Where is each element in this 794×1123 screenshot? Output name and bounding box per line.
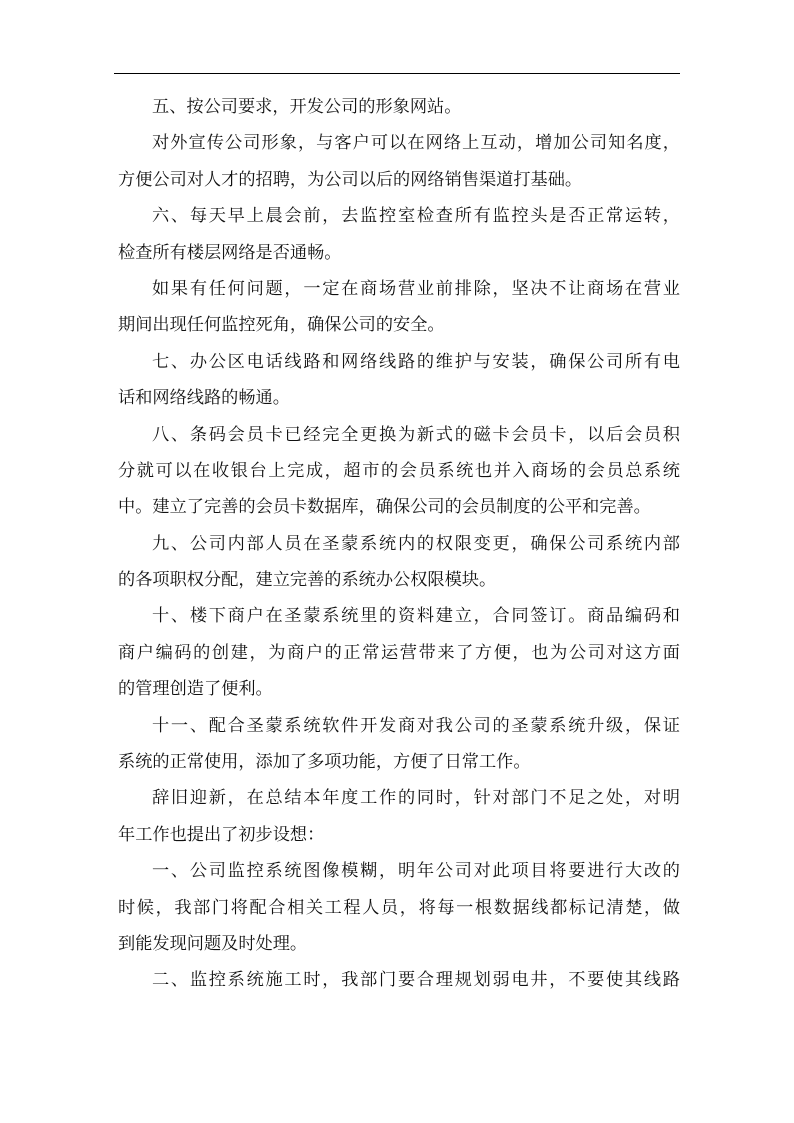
paragraph-line: 五、按公司要求，开发公司的形象网站。 — [152, 97, 462, 117]
paragraph — [118, 962, 680, 998]
paragraph — [118, 198, 680, 271]
paragraph-line: 中。建立了完善的会员卡数据库，确保公司的会员制度的公平和完善。 — [118, 497, 651, 518]
paragraph-line: 八、条码会员卡已经完全更换为新式的磁卡会员卡，以后会员积 — [152, 424, 680, 445]
paragraph — [118, 271, 680, 344]
paragraph-line: 分就可以在收银台上完成，超市的会员系统也并入商场的会员总系统 — [118, 460, 680, 481]
paragraph-line: 辞旧迎新，在总结本年度工作的同时，针对部门不足之处，对明 — [152, 788, 680, 809]
paragraph-line: 如果有任何问题，一定在商场营业前排除，坚决不让商场在营业 — [152, 278, 680, 299]
paragraph-line: 二、监控系统施工时，我部门要合理规划弱电井，不要使其线路 — [152, 970, 680, 991]
paragraph-line: 七、办公区电话线路和网络线路的维护与安装，确保公司所有电 — [152, 351, 680, 372]
paragraph-line: 商户编码的创建，为商户的正常运营带来了方便，也为公司对这方面 — [118, 642, 680, 663]
paragraph — [118, 526, 680, 599]
paragraph-line: 六、每天早上晨会前，去监控室检查所有监控头是否正常运转， — [152, 206, 680, 227]
document-body — [118, 89, 680, 999]
paragraph-line: 一、公司监控系统图像模糊，明年公司对此项目将要进行大改的 — [152, 861, 680, 882]
paragraph — [118, 598, 680, 707]
paragraph — [118, 344, 680, 417]
paragraph-line: 年工作也提出了初步设想： — [118, 824, 325, 845]
paragraph-line: 十一、配合圣蒙系统软件开发商对我公司的圣蒙系统升级，保证 — [152, 715, 680, 736]
paragraph — [118, 853, 680, 962]
paragraph-line: 的管理创造了便利。 — [118, 679, 273, 700]
paragraph-line: 的各项职权分配，建立完善的系统办公权限模块。 — [118, 570, 497, 591]
paragraph-line: 系统的正常使用，添加了多项功能，方便了日常工作。 — [118, 752, 531, 773]
header-rule — [114, 73, 680, 74]
paragraph — [118, 125, 680, 198]
paragraph-line: 检查所有楼层网络是否通畅。 — [118, 242, 342, 263]
paragraph-line: 话和网络线路的畅通。 — [118, 388, 290, 409]
paragraph — [118, 780, 680, 853]
paragraph — [118, 708, 680, 781]
paragraph-line: 到能发现问题及时处理。 — [118, 933, 308, 954]
paragraph-line: 时候，我部门将配合相关工程人员，将每一根数据线都标记清楚，做 — [118, 897, 680, 918]
paragraph — [118, 417, 680, 526]
paragraph-line: 方便公司对人才的招聘，为公司以后的网络销售渠道打基础。 — [118, 169, 583, 190]
paragraph-line: 对外宣传公司形象，与客户可以在网络上互动，增加公司知名度， — [152, 133, 680, 154]
paragraph-line: 九、公司内部人员在圣蒙系统内的权限变更，确保公司系统内部 — [152, 533, 680, 554]
paragraph — [118, 89, 680, 125]
paragraph-line: 十、楼下商户在圣蒙系统里的资料建立，合同签订。商品编码和 — [152, 606, 680, 627]
paragraph-line: 期间出现任何监控死角，确保公司的安全。 — [118, 315, 445, 336]
